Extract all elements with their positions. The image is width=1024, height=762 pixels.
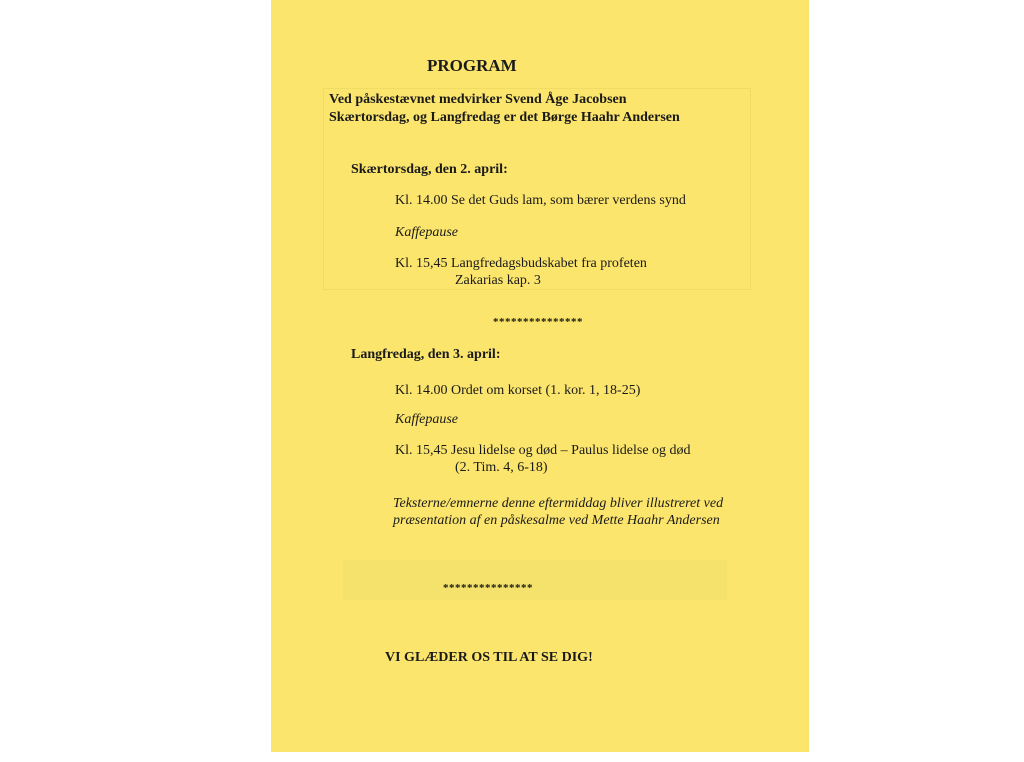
day1-heading: Skærtorsdag, den 2. april: <box>351 162 508 177</box>
day1-item-2 <box>395 255 647 289</box>
day2-item-1: Kl. 14.00 Ordet om korset (1. kor. 1, 18-25) <box>395 383 641 398</box>
intro-line-1: Ved påskestævnet medvirker Svend Åge Jacobsen <box>329 92 627 107</box>
separator-2: *************** <box>443 582 533 594</box>
closing-text: VI GLÆDER OS TIL AT SE DIG! <box>385 650 593 665</box>
watermark-band <box>343 560 727 600</box>
day2-pause: Kaffepause <box>395 412 458 427</box>
day2-item-2 <box>395 442 691 476</box>
day2-note: Teksterne/emnerne denne eftermiddag bliver illustreret ved præsentation af en påskesalme ved Mette Haahr Andersen <box>393 496 724 528</box>
day2-heading: Langfredag, den 3. april: <box>351 347 501 362</box>
intro-line-2: Skærtorsdag, og Langfredag er det Børge Haahr Andersen <box>329 110 680 125</box>
day1-pause: Kaffepause <box>395 225 458 240</box>
intro-text <box>329 91 680 127</box>
day1-item-1: Kl. 14.00 Se det Guds lam, som bærer verdens synd <box>395 193 686 208</box>
document-page <box>271 0 809 752</box>
page-title: PROGRAM <box>427 56 517 75</box>
day2-item-2-line-1: Kl. 15,45 Jesu lidelse og død – Paulus lidelse og død <box>395 443 691 458</box>
day1-item-2-line-2: Zakarias kap. 3 <box>455 273 541 288</box>
separator-1: *************** <box>493 316 583 328</box>
day2-item-2-line-2: (2. Tim. 4, 6-18) <box>455 460 548 475</box>
day1-item-2-line-1: Kl. 15,45 Langfredagsbudskabet fra profeten <box>395 256 647 271</box>
